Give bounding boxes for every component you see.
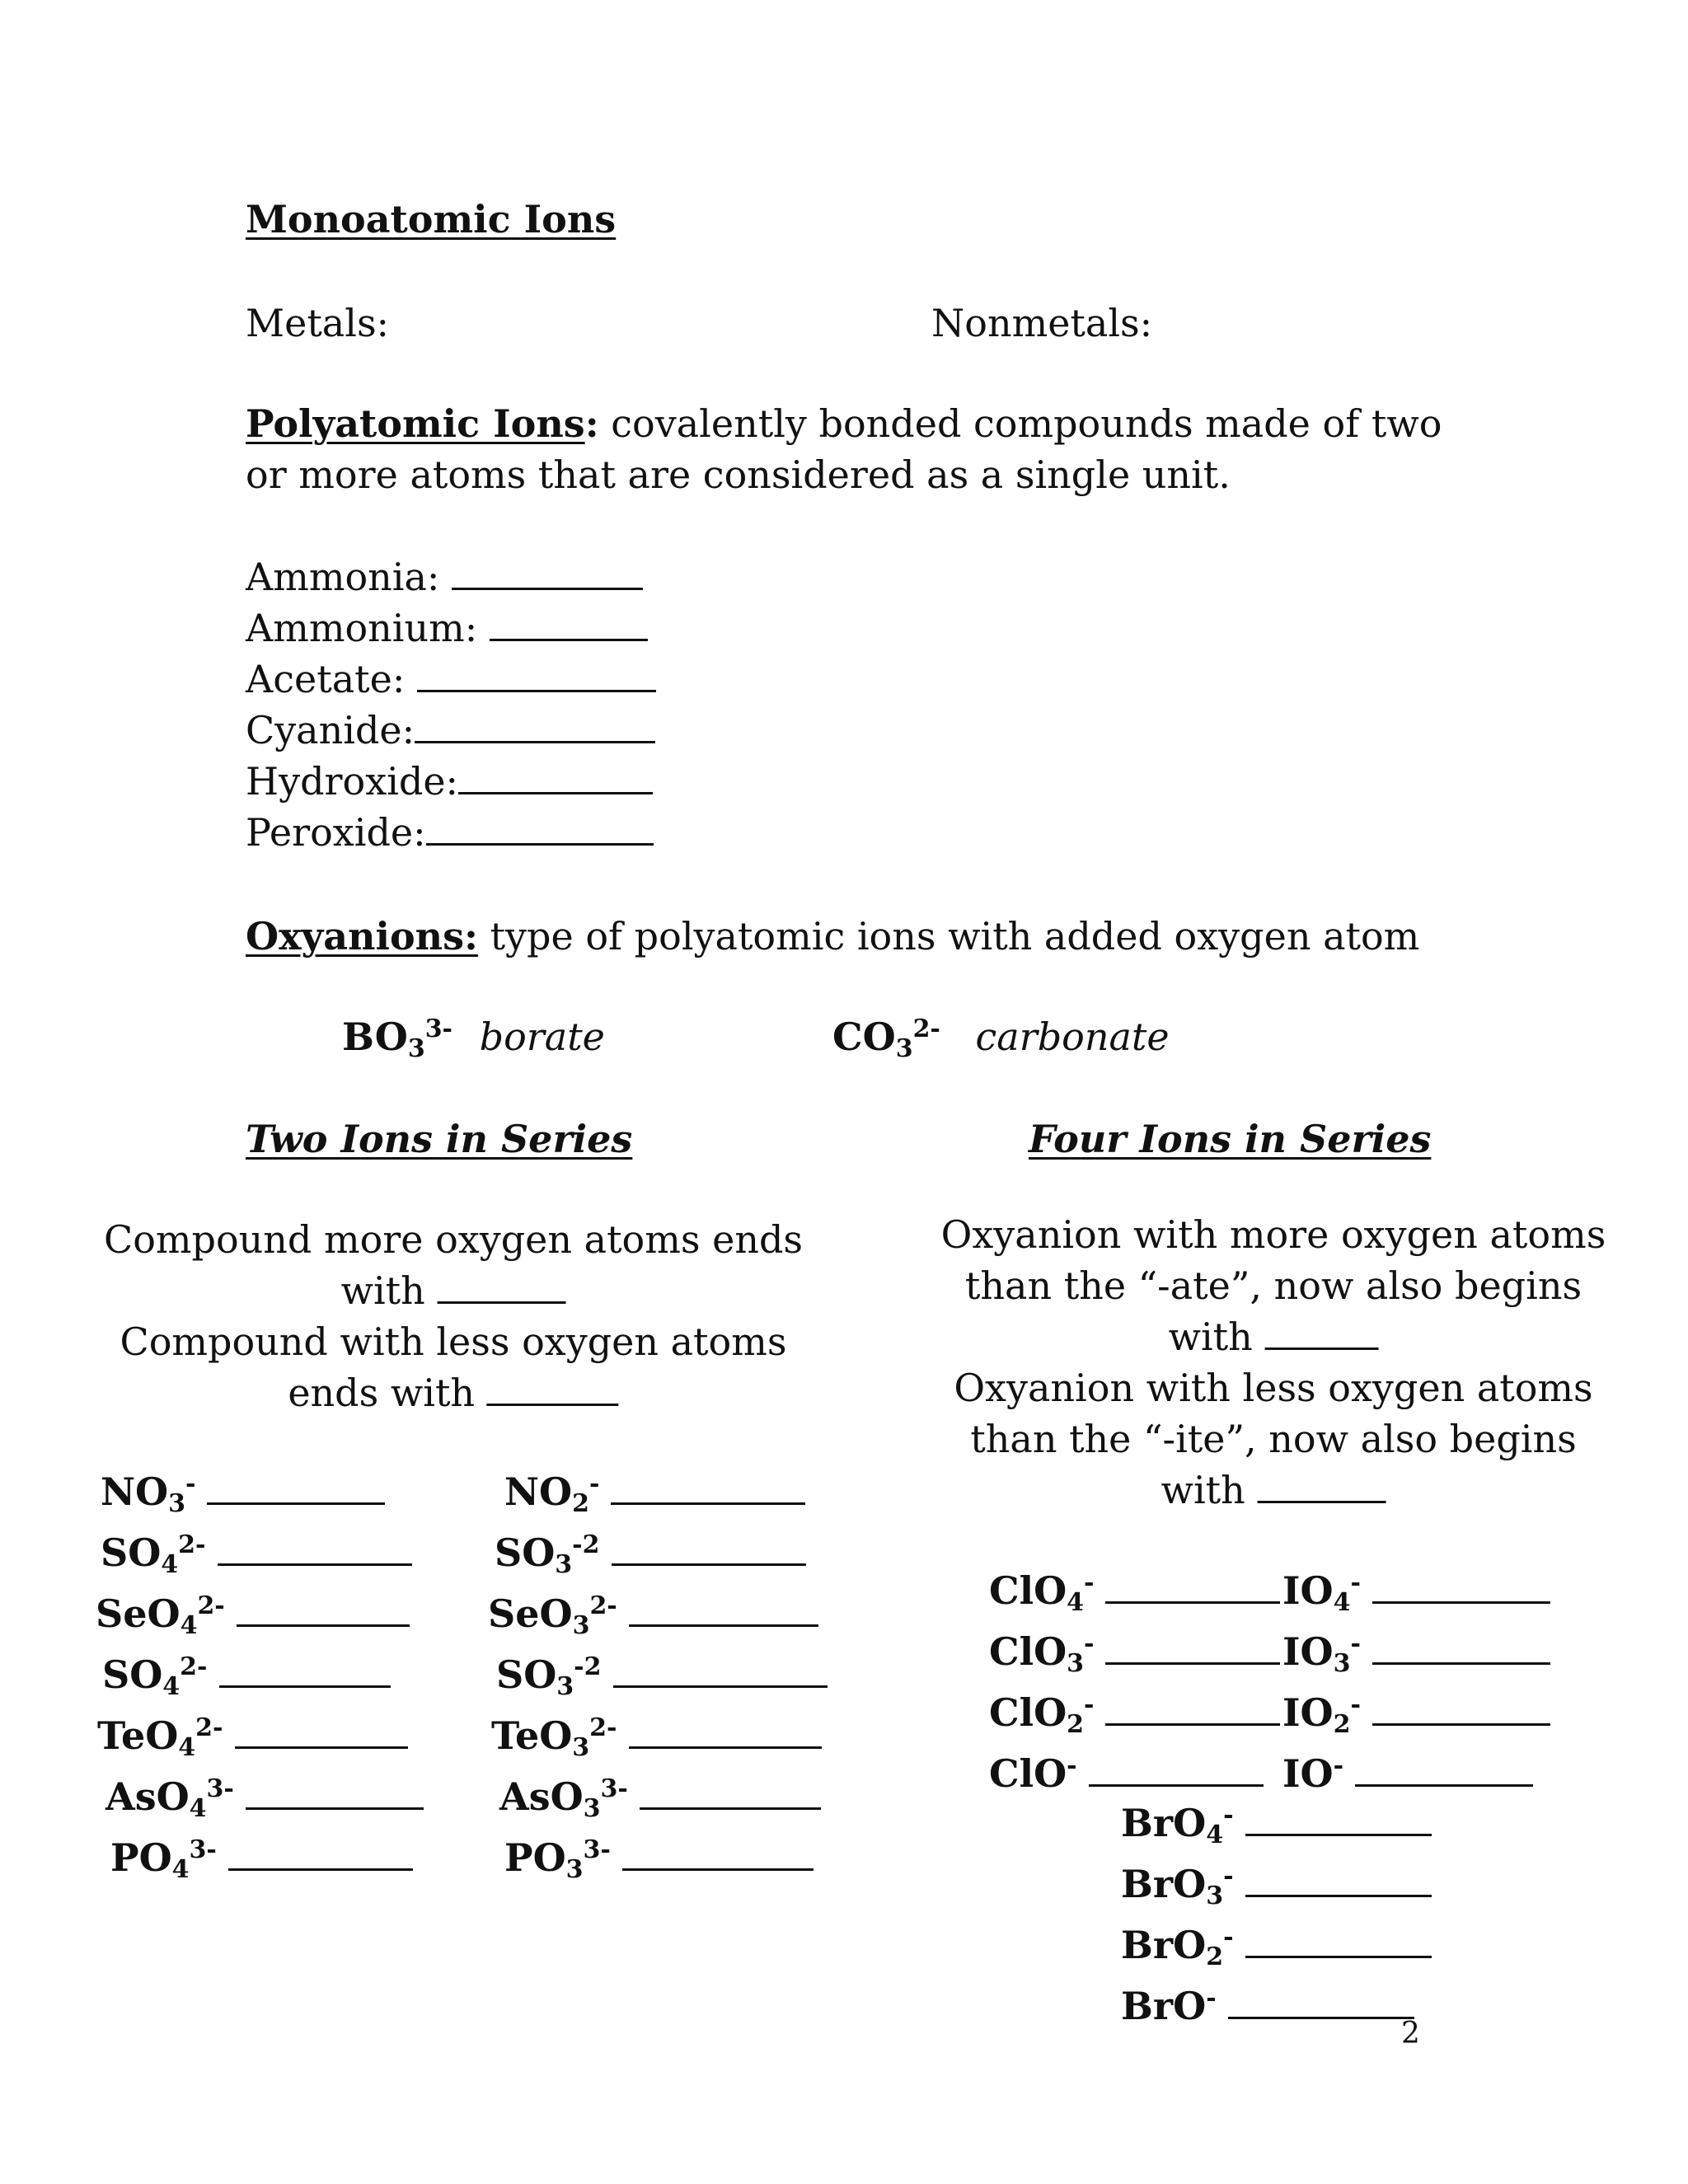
formula-charge: -	[1223, 1923, 1234, 1952]
formula-base: ClO	[989, 1751, 1067, 1796]
two-series-rule-2	[341, 1268, 566, 1315]
formula-charge: 2-	[178, 1530, 206, 1559]
formula-subscript: 2	[1067, 1710, 1085, 1739]
peroxide-blank[interactable]	[426, 810, 654, 846]
formula-subscript: 4	[189, 1794, 207, 1823]
two-series-higher-ion-row	[101, 1530, 412, 1577]
metals-label: Metals:	[246, 301, 390, 345]
name-answer-blank[interactable]	[219, 1652, 391, 1688]
formula-charge: 2-	[180, 1652, 208, 1681]
two-series-higher-ion-row	[106, 1774, 424, 1821]
two-series-rule-2-text: with	[340, 1268, 438, 1313]
formula-charge: -	[1084, 1690, 1095, 1719]
two-series-lower-ion-row	[499, 1774, 821, 1821]
iodine-oxyanion-row	[1282, 1568, 1550, 1615]
two-series-lower-ion-row	[504, 1469, 805, 1516]
iodine-oxyanion-row	[1282, 1750, 1533, 1798]
oxyanions-definition-text: type of polyatomic ions with added oxygen atom	[477, 914, 1420, 958]
chlorine-oxyanion-row	[989, 1568, 1280, 1615]
formula-charge: -	[1223, 1862, 1234, 1891]
formula-charge: -	[1084, 1629, 1095, 1658]
two-series-rule-4	[288, 1370, 618, 1418]
peroxide-label: Peroxide:	[246, 810, 426, 855]
name-answer-blank[interactable]	[612, 1530, 806, 1566]
formula-subscript: 3	[895, 1034, 913, 1063]
formula-base: NO	[101, 1469, 169, 1514]
ammonia-blank[interactable]	[452, 555, 643, 590]
four-series-rule-1: Oxyanion with more oxygen atoms	[940, 1212, 1606, 1257]
formula-base: NO	[504, 1469, 573, 1514]
chlorine-oxyanion-row	[989, 1750, 1264, 1798]
name-answer-blank[interactable]	[1372, 1690, 1550, 1726]
four-series-rule-6	[1161, 1467, 1386, 1515]
name-answer-blank[interactable]	[1355, 1751, 1533, 1787]
formula-subscript: 3	[583, 1794, 601, 1823]
formula-subscript: 4	[161, 1550, 179, 1579]
four-series-rule-4: Oxyanion with less oxygen atoms	[954, 1366, 1593, 1410]
formula-subscript: 4	[162, 1672, 181, 1701]
name-answer-blank[interactable]	[1372, 1568, 1550, 1604]
name-answer-blank[interactable]	[613, 1652, 828, 1688]
formula-base: ClO	[989, 1690, 1067, 1735]
name-answer-blank[interactable]	[235, 1713, 408, 1749]
formula-subscript: 3	[1206, 1882, 1224, 1910]
formula-charge: -	[1350, 1568, 1361, 1597]
formula-base: BrO	[1121, 1923, 1207, 1967]
formula-charge: -	[185, 1469, 196, 1498]
formula-subscript: 3	[572, 1611, 590, 1640]
acetate-blank[interactable]	[417, 657, 656, 692]
name-answer-blank[interactable]	[246, 1774, 424, 1810]
ammonium-item	[246, 605, 648, 653]
name-answer-blank[interactable]	[207, 1469, 385, 1505]
formula-charge: 3-	[206, 1774, 234, 1803]
four-series-rule-5: than the “-ite”, now also begins	[970, 1417, 1577, 1461]
formula-subscript: 3	[407, 1034, 425, 1063]
formula-charge: -	[1350, 1629, 1361, 1658]
formula-subscript: 3	[555, 1550, 573, 1579]
formula-base: BrO	[1121, 1862, 1207, 1906]
formula-base: TeO	[97, 1713, 179, 1758]
ammonia-label: Ammonia:	[246, 555, 452, 599]
nonmetals-label: Nonmetals:	[931, 301, 1153, 345]
formula-base: TeO	[491, 1713, 573, 1758]
two-series-higher-ion-row	[97, 1713, 408, 1760]
formula-subscript: 2	[1333, 1710, 1351, 1739]
formula-base: SeO	[96, 1591, 181, 1636]
two-series-lower-ion-row	[496, 1652, 828, 1699]
formula-base: BO	[342, 1015, 408, 1059]
name-answer-blank[interactable]	[1105, 1568, 1280, 1604]
formula-charge: 3-	[189, 1835, 217, 1864]
formula-subscript: 4	[171, 1855, 190, 1884]
formula-base: IO	[1282, 1629, 1334, 1674]
formula-charge: 3-	[600, 1774, 628, 1803]
polyatomic-definition-line2: or more atoms that are considered as a single unit.	[246, 452, 1231, 497]
formula-base: CO	[832, 1015, 896, 1059]
section-title-monoatomic: Monoatomic Ions	[246, 197, 617, 241]
formula-base: PO	[504, 1835, 566, 1880]
formula-subscript: 4	[178, 1733, 196, 1762]
two-series-suffix-blank-2[interactable]	[487, 1371, 619, 1406]
formula-base: SO	[495, 1530, 556, 1575]
formula-base: BrO	[1121, 1801, 1207, 1845]
section-title-polyatomic: Polyatomic Ions	[246, 401, 585, 446]
name-answer-blank[interactable]	[611, 1469, 805, 1505]
polyatomic-definition	[246, 401, 1442, 448]
section-title-oxyanions: Oxyanions:	[246, 914, 478, 958]
cyanide-blank[interactable]	[415, 708, 655, 743]
formula-charge: 2-	[195, 1713, 223, 1742]
two-series-lower-ion-row	[491, 1713, 822, 1760]
formula-charge: 3-	[424, 1015, 453, 1043]
formula-base: ClO	[989, 1629, 1067, 1674]
formula-base: PO	[110, 1835, 172, 1880]
iodine-oxyanion-row	[1282, 1690, 1550, 1737]
hydroxide-blank[interactable]	[458, 759, 653, 794]
formula-base: IO	[1282, 1690, 1334, 1735]
formula-subscript: 4	[180, 1611, 198, 1640]
formula-subscript: 3	[565, 1855, 584, 1884]
page-number: 2	[1401, 2017, 1420, 2050]
name-answer-blank[interactable]	[1105, 1690, 1280, 1726]
name-answer-blank[interactable]	[237, 1591, 410, 1627]
name-answer-blank[interactable]	[1245, 1801, 1432, 1836]
two-series-higher-ion-row	[101, 1469, 385, 1516]
formula-charge: 2-	[912, 1015, 940, 1043]
bromine-oxyanion-row	[1121, 1861, 1432, 1909]
formula-subscript: 3	[556, 1672, 574, 1701]
formula-base: AsO	[499, 1774, 584, 1819]
formula-charge: -	[1084, 1568, 1095, 1597]
name-answer-blank[interactable]	[640, 1774, 821, 1810]
cyanide-label: Cyanide:	[246, 708, 415, 752]
two-series-rule-1: Compound more oxygen atoms ends	[103, 1217, 804, 1262]
two-series-suffix-blank-1[interactable]	[437, 1268, 565, 1304]
formula-subscript: 4	[1333, 1588, 1351, 1617]
name-answer-blank[interactable]	[629, 1713, 822, 1749]
formula-subscript: 2	[572, 1489, 589, 1518]
bromine-oxyanion-row	[1121, 1983, 1414, 2031]
formula-subscript: 2	[1206, 1943, 1224, 1971]
polyatomic-colon: :	[584, 401, 599, 446]
two-series-higher-ion-row	[110, 1835, 413, 1882]
ammonia-item	[246, 554, 643, 602]
section-title-four-series: Four Ions in Series	[1029, 1117, 1432, 1161]
borate-name: borate	[479, 1015, 605, 1059]
formula-charge: -2	[572, 1530, 600, 1559]
two-series-lower-ion-row	[504, 1835, 814, 1882]
four-series-prefix-blank-2[interactable]	[1257, 1468, 1386, 1503]
four-series-prefix-blank-1[interactable]	[1264, 1315, 1378, 1350]
formula-charge: -	[589, 1469, 600, 1498]
chlorine-oxyanion-row	[989, 1690, 1280, 1737]
bromine-oxyanion-row	[1121, 1922, 1432, 1970]
oxyanions-definition	[246, 913, 1419, 961]
formula-base: BrO	[1121, 1984, 1207, 2028]
name-answer-blank[interactable]	[1245, 1862, 1432, 1897]
four-series-rule-2: than the “-ate”, now also begins	[964, 1263, 1582, 1308]
name-answer-blank[interactable]	[1089, 1751, 1264, 1787]
two-series-rule-3: Compound with less oxygen atoms	[120, 1319, 787, 1364]
name-answer-blank[interactable]	[218, 1530, 412, 1566]
formula-base: SO	[101, 1530, 162, 1575]
polyatomic-definition-line1: covalently bonded compounds made of two	[598, 401, 1442, 446]
formula-subscript: 4	[1067, 1588, 1085, 1617]
name-answer-blank[interactable]	[629, 1591, 818, 1627]
name-answer-blank[interactable]	[1228, 1984, 1414, 2019]
formula-subscript: 3	[168, 1489, 185, 1518]
name-answer-blank[interactable]	[1372, 1629, 1550, 1665]
formula-subscript: 3	[572, 1733, 590, 1762]
formula-base: SeO	[488, 1591, 573, 1636]
four-series-rule-3	[1169, 1314, 1379, 1361]
hydroxide-item	[246, 758, 653, 806]
formula-subscript: 3	[1333, 1649, 1351, 1678]
formula-base: ClO	[989, 1568, 1067, 1613]
cyanide-item	[246, 707, 655, 755]
formula-charge: -	[1206, 1984, 1217, 2013]
name-answer-blank[interactable]	[1105, 1629, 1280, 1665]
formula-base: SO	[496, 1652, 557, 1697]
name-answer-blank[interactable]	[228, 1835, 413, 1871]
formula-base: IO	[1282, 1751, 1334, 1796]
formula-base: AsO	[106, 1774, 190, 1819]
formula-charge: -	[1223, 1801, 1234, 1830]
four-series-rule-3-text: with	[1168, 1315, 1265, 1359]
formula-base: IO	[1282, 1568, 1334, 1613]
acetate-label: Acetate:	[246, 657, 417, 701]
two-series-higher-ion-row	[102, 1652, 391, 1699]
two-series-lower-ion-row	[495, 1530, 806, 1577]
name-answer-blank[interactable]	[622, 1835, 814, 1871]
carbonate-example	[832, 1014, 1170, 1062]
borate-example	[342, 1014, 605, 1062]
four-series-rule-6-text: with	[1160, 1468, 1258, 1512]
acetate-item	[246, 656, 656, 704]
bromine-oxyanion-row	[1121, 1800, 1432, 1848]
ammonium-blank[interactable]	[490, 606, 648, 641]
chlorine-oxyanion-row	[989, 1629, 1280, 1676]
formula-subscript: 3	[1067, 1649, 1085, 1678]
formula-charge: 2-	[197, 1591, 225, 1620]
name-answer-blank[interactable]	[1245, 1923, 1432, 1958]
formula-charge: -	[1333, 1751, 1344, 1780]
formula-charge: -	[1067, 1751, 1077, 1780]
peroxide-item	[246, 809, 654, 857]
iodine-oxyanion-row	[1282, 1629, 1550, 1676]
formula-charge: -2	[574, 1652, 602, 1681]
formula-charge: 2-	[589, 1713, 617, 1742]
hydroxide-label: Hydroxide:	[246, 759, 459, 804]
formula-base: SO	[102, 1652, 163, 1697]
two-series-rule-4-text: ends with	[288, 1371, 487, 1415]
carbonate-name: carbonate	[975, 1015, 1170, 1059]
formula-charge: 3-	[583, 1835, 611, 1864]
two-series-lower-ion-row	[488, 1591, 818, 1638]
ammonium-label: Ammonium:	[246, 606, 490, 650]
formula-charge: 2-	[589, 1591, 617, 1620]
two-series-higher-ion-row	[96, 1591, 410, 1638]
formula-charge: -	[1350, 1690, 1361, 1719]
formula-subscript: 4	[1206, 1821, 1224, 1849]
section-title-two-series: Two Ions in Series	[246, 1117, 633, 1161]
